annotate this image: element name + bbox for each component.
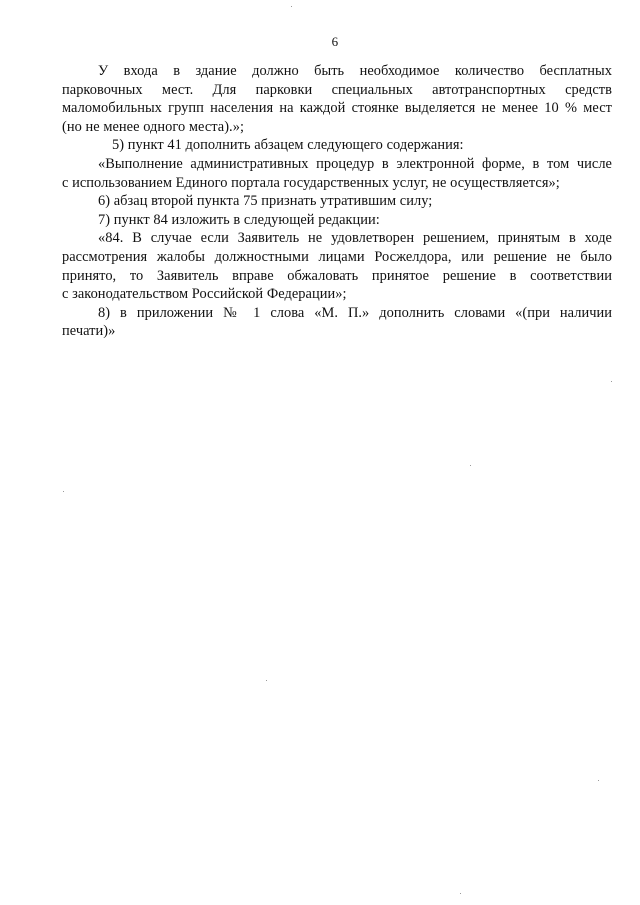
scan-speck — [611, 381, 612, 382]
paragraph-line: с законодательством Российской Федерации»; — [62, 286, 347, 303]
paragraph-line: маломобильных групп населения на каждой стоянке выделяется не менее 10 % мест — [62, 100, 612, 117]
paragraph-item-84 — [62, 229, 612, 303]
paragraph-electronic-form — [62, 155, 612, 192]
paragraph-item-7: 7) пункт 84 изложить в следующей редакции: — [98, 211, 380, 228]
paragraph-parking — [62, 62, 612, 136]
paragraph-line: «84. В случае если Заявитель не удовлетворен решением, принятым в ходе — [98, 230, 612, 247]
paragraph-line: У входа в здание должно быть необходимое количество бесплатных — [98, 63, 612, 79]
scan-speck — [291, 6, 292, 7]
page-number: 6 — [331, 34, 339, 49]
paragraph-line: «Выполнение административных процедур в электронной форме, в том числе — [98, 155, 612, 172]
scan-speck — [63, 491, 64, 492]
scan-speck — [598, 780, 599, 781]
paragraph-item-6: 6) абзац второй пункта 75 признать утратившим силу; — [98, 193, 433, 210]
paragraph-line: печати)» — [62, 323, 116, 340]
paragraph-line: рассмотрения жалобы должностными лицами Росжелдора, или решение не было — [62, 248, 612, 265]
scan-speck — [266, 680, 267, 681]
paragraph-line: парковочных мест. Для парковки специальных автотранспортных средств — [62, 81, 612, 98]
paragraph-line: с использованием Единого портала государственных услуг, не осуществляется»; — [62, 174, 560, 191]
scan-speck — [460, 893, 461, 894]
paragraph-line: принято, то Заявитель вправе обжаловать принятое решение в соответствии — [62, 267, 612, 284]
paragraph-line: (но не менее одного места).»; — [62, 118, 244, 135]
paragraph-line: 8) в приложении № 1 слова «М. П.» дополнить словами «(при наличии — [98, 304, 612, 321]
paragraph-item-8 — [62, 304, 612, 341]
scan-speck — [470, 465, 471, 466]
paragraph-item-5: 5) пункт 41 дополнить абзацем следующего содержания: — [112, 137, 464, 154]
document-body — [62, 62, 612, 341]
